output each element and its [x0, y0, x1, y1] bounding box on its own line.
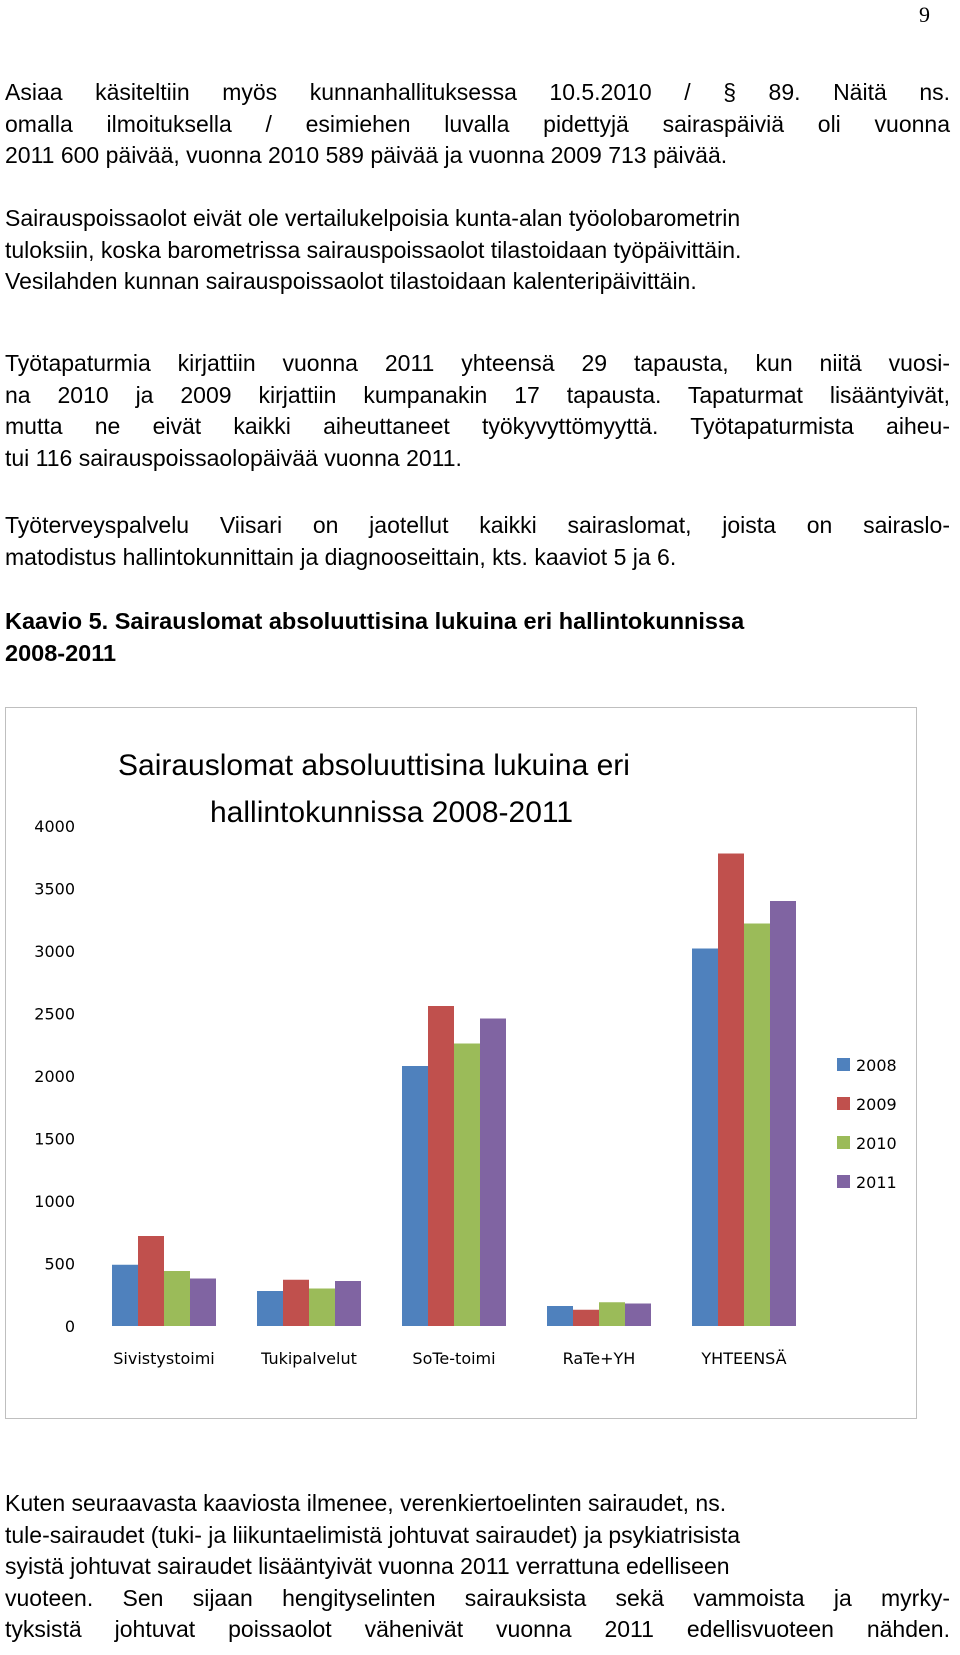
- legend-label: 2011: [856, 1173, 897, 1192]
- text-line: Työterveyspalvelu Viisari on jaotellut kaikki sairaslomat, joista on sairaslo-: [5, 512, 950, 538]
- y-tick-label: 500: [44, 1254, 75, 1274]
- bar: [257, 1291, 283, 1326]
- bar: [547, 1306, 573, 1326]
- bar: [692, 949, 718, 1327]
- bar: [625, 1304, 651, 1327]
- y-tick-label: 1500: [34, 1129, 75, 1149]
- bar: [428, 1006, 454, 1326]
- legend-swatch: [837, 1058, 850, 1071]
- text-line: matodistus hallintokunnittain ja diagnooseittain, kts. kaaviot 5 ja 6.: [5, 543, 677, 570]
- bar: [112, 1265, 138, 1326]
- text-line: omalla ilmoituksella / esimiehen luvalla pidettyjä sairaspäiviä oli vuonna: [5, 110, 950, 137]
- bar: [138, 1236, 164, 1326]
- bar: [770, 901, 796, 1326]
- bar: [283, 1280, 309, 1326]
- text-line: syistä johtuvat sairaudet lisääntyivät vuonna 2011 verrattuna edelliseen: [5, 1553, 730, 1579]
- x-category-label: Tukipalvelut: [261, 1349, 357, 1368]
- text-line: Työtapaturmia kirjattiin vuonna 2011 yhteensä 29 tapausta, kun niitä vuosi-: [5, 350, 950, 376]
- bar: [164, 1271, 190, 1326]
- chart-title-line: hallintokunnissa 2008-2011: [210, 796, 574, 829]
- text-line: vuoteen. Sen sijaan hengityselinten sairauksista sekä vammoista ja myrky-: [5, 1584, 950, 1611]
- legend-swatch: [837, 1136, 850, 1149]
- text-line: Kuten seuraavasta kaaviosta ilmenee, verenkiertoelinten sairaudet, ns.: [5, 1490, 727, 1516]
- text-line: na 2010 ja 2009 kirjattiin kumpanakin 17 tapausta. Tapaturmat lisääntyivät,: [5, 381, 950, 408]
- bar: [309, 1289, 335, 1327]
- chart-title-line: Sairauslomat absoluuttisina lukuina eri: [118, 749, 630, 782]
- text-line: mutta ne eivät kaikki aiheuttaneet työkyvyttömyyttä. Työtapaturmista aiheu-: [5, 413, 950, 439]
- legend-label: 2008: [856, 1056, 897, 1075]
- y-tick-label: 3000: [34, 942, 75, 961]
- paragraph-5: [5, 1488, 950, 1646]
- text-line: tuloksiin, koska barometrissa sairauspoissaolot tilastoidaan työpäivittäin.: [5, 236, 742, 263]
- x-category-label: RaTe+YH: [562, 1349, 636, 1368]
- y-tick-label: 4000: [34, 817, 75, 836]
- legend-label: 2010: [856, 1134, 897, 1153]
- text-line: 2011 600 päivää, vuonna 2010 589 päivää ja vuonna 2009 713 päivää.: [5, 142, 728, 168]
- y-tick-label: 3500: [34, 879, 75, 899]
- page-number: 9: [919, 2, 930, 27]
- bar: [744, 924, 770, 1327]
- bar: [573, 1310, 599, 1326]
- x-category-label: YHTEENSÄ: [701, 1349, 787, 1368]
- legend-swatch: [837, 1097, 850, 1110]
- bar: [454, 1044, 480, 1327]
- x-category-label: Sivistystoimi: [113, 1349, 215, 1368]
- bar: [402, 1066, 428, 1326]
- bar: [718, 854, 744, 1327]
- text-line: Asiaa käsiteltiin myös kunnanhallituksessa 10.5.2010 / § 89. Näitä ns.: [5, 79, 950, 105]
- bar: [190, 1279, 216, 1327]
- text-line: tyksistä johtuvat poissaolot vähenivät vuonna 2011 edellisvuoteen nähden.: [5, 1616, 950, 1642]
- y-tick-label: 2000: [34, 1067, 75, 1086]
- legend-label: 2009: [856, 1095, 897, 1114]
- text-line: Vesilahden kunnan sairauspoissaolot tilastoidaan kalenteripäivittäin.: [5, 268, 697, 294]
- bar: [335, 1281, 361, 1326]
- y-tick-label: 1000: [34, 1192, 75, 1211]
- caption-line: Kaavio 5. Sairauslomat absoluuttisina lukuina eri hallintokunnissa: [5, 608, 745, 634]
- text-line: Sairauspoissaolot eivät ole vertailukelpoisia kunta-alan työolobarometrin: [5, 205, 741, 231]
- bar: [480, 1019, 506, 1327]
- bar: [599, 1302, 625, 1326]
- legend-swatch: [837, 1175, 850, 1188]
- x-category-label: SoTe-toimi: [412, 1349, 496, 1368]
- text-line: tui 116 sairauspoissaolopäivää vuonna 2011.: [5, 444, 462, 471]
- y-tick-label: 2500: [34, 1004, 75, 1024]
- y-tick-label: 0: [64, 1317, 75, 1336]
- caption-line: 2008-2011: [5, 640, 117, 666]
- text-line: tule-sairaudet (tuki- ja liikuntaelimistä johtuvat sairaudet) ja psykiatrisista: [5, 1521, 741, 1548]
